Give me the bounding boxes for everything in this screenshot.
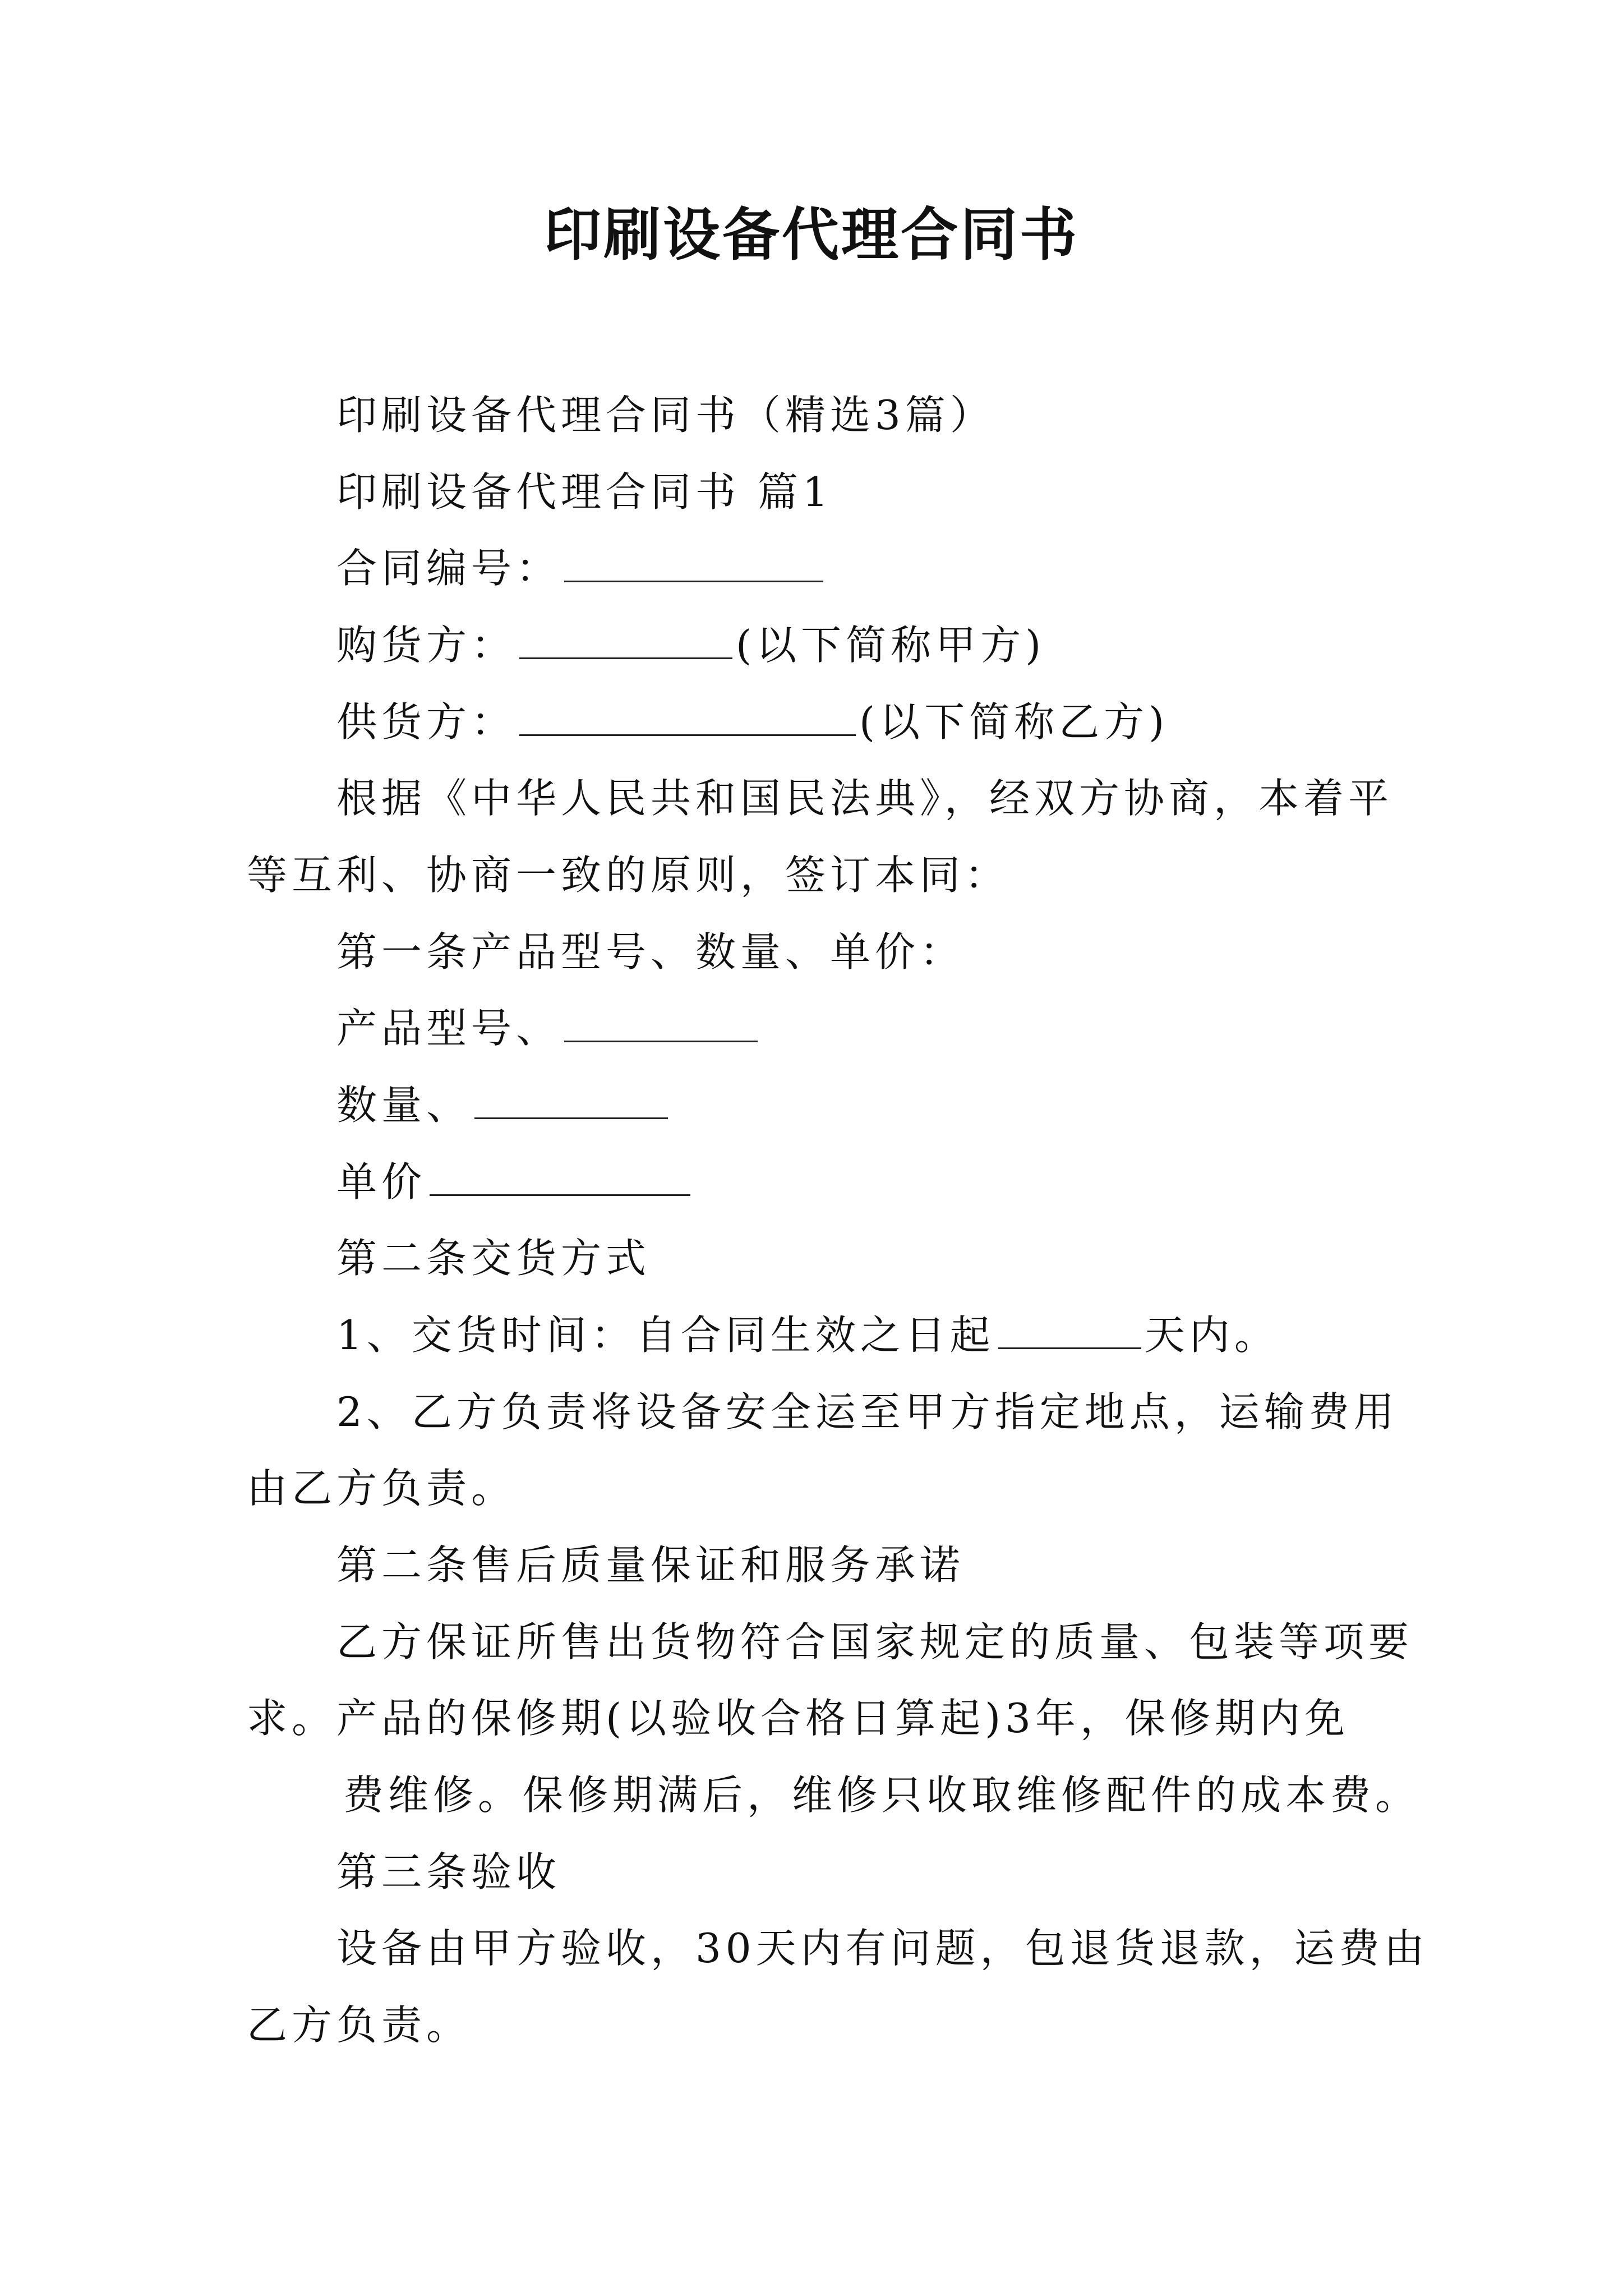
- unit-price-blank: [430, 1161, 690, 1196]
- supplier-blank: [519, 701, 856, 736]
- delivery-time-suffix: 天内。: [1144, 1312, 1279, 1359]
- buyer-suffix: (以下简称甲方): [736, 622, 1046, 669]
- buyer-line: [336, 617, 1045, 673]
- quantity-line: [336, 1077, 671, 1133]
- contract-number-label: 合同编号：: [336, 545, 561, 592]
- intro-paragraph-line-1: 根据《中华人民共和国民法典》，经双方协商，本着平: [336, 775, 1394, 822]
- warranty-paragraph-line-3: 费维修。保修期满后，维修只收取维修配件的成本费。: [343, 1772, 1421, 1819]
- intro-paragraph-line-2: 等互利、协商一致的原则，签订本同：: [247, 852, 1010, 899]
- article-2b-title: 第二条售后质量保证和服务承诺: [336, 1542, 965, 1589]
- section-heading: 印刷设备代理合同书 篇1: [336, 468, 833, 516]
- warranty-paragraph-line-1: 乙方保证所售出货物符合国家规定的质量、包装等项要: [336, 1618, 1414, 1665]
- article-2-title: 第二条交货方式: [336, 1235, 651, 1282]
- supplier-line: [336, 694, 1169, 750]
- delivery-transport-line-1: 2、乙方负责将设备安全运至甲方指定地点，运输费用: [336, 1388, 1399, 1435]
- delivery-time-line: [336, 1307, 1279, 1363]
- buyer-label: 购货方：: [336, 622, 517, 669]
- contract-number-line: [336, 540, 827, 596]
- article-1-title: 第一条产品型号、数量、单价：: [336, 928, 965, 976]
- acceptance-paragraph-line-2: 乙方负责。: [247, 2001, 472, 2049]
- supplier-suffix: (以下简称乙方): [859, 698, 1169, 746]
- buyer-blank: [519, 624, 732, 659]
- document-subtitle: 印刷设备代理合同书（精选3篇）: [336, 392, 995, 439]
- acceptance-paragraph-line-1: 设备由甲方验收，30天内有问题，包退货退款，运费由: [336, 1925, 1429, 1972]
- contract-number-blank: [564, 547, 823, 582]
- unit-price-label: 单价: [336, 1158, 427, 1205]
- product-model-blank: [564, 1007, 758, 1042]
- quantity-blank: [474, 1084, 668, 1119]
- delivery-transport-line-2: 由乙方负责。: [247, 1465, 517, 1512]
- article-3-title: 第三条验收: [336, 1848, 561, 1895]
- product-model-label: 产品型号、: [336, 1005, 561, 1052]
- document-title: 印刷设备代理合同书: [544, 202, 1079, 269]
- delivery-days-blank: [998, 1314, 1141, 1349]
- quantity-label: 数量、: [336, 1082, 472, 1129]
- delivery-time-prefix: 1、交货时间：自合同生效之日起: [336, 1312, 995, 1359]
- warranty-paragraph-line-2: 求。产品的保修期(以验收合格日算起)3年，保修期内免: [247, 1695, 1349, 1742]
- supplier-label: 供货方：: [336, 698, 517, 746]
- product-model-line: [336, 1000, 761, 1056]
- unit-price-line: [336, 1154, 694, 1210]
